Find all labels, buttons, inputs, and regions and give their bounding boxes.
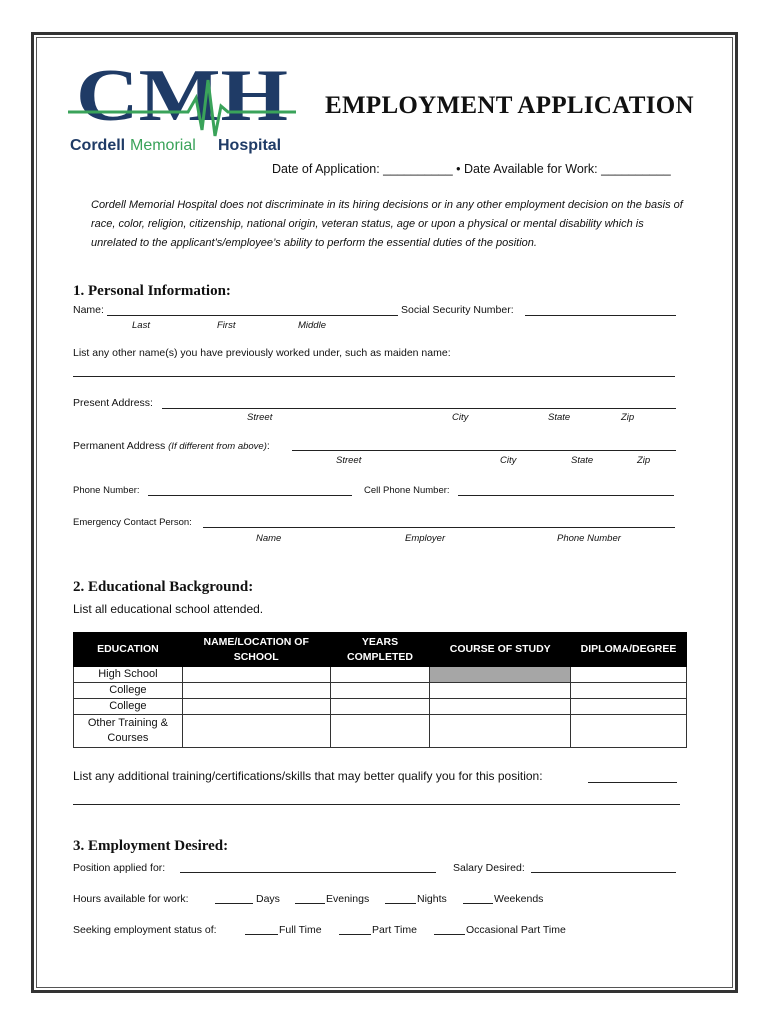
phone-label: Phone Number:	[73, 485, 140, 496]
hours-nights-label: Nights	[417, 893, 447, 905]
salary-field[interactable]	[531, 872, 676, 873]
additional-training-field-line2[interactable]	[73, 804, 680, 805]
emergency-employer-sub: Employer	[405, 533, 446, 544]
name-sub-middle: Middle	[298, 320, 326, 331]
hours-weekends-label: Weekends	[494, 893, 544, 905]
cmh-logo	[68, 58, 296, 158]
col-diploma: DIPLOMA/DEGREE	[571, 633, 687, 667]
personal-info-heading: 1. Personal Information:	[73, 283, 231, 299]
present-address-label: Present Address:	[73, 397, 153, 409]
col-education: EDUCATION	[74, 633, 183, 667]
name-sub-last: Last	[132, 320, 150, 331]
years-cell[interactable]	[330, 667, 430, 683]
table-row	[74, 715, 687, 748]
years-cell[interactable]	[330, 699, 430, 715]
permanent-address-note: (If different from above)	[168, 441, 267, 452]
education-table	[73, 632, 687, 748]
permanent-zip-sub: Zip	[637, 455, 651, 466]
name-label: Name:	[73, 304, 104, 316]
permanent-address-field[interactable]	[292, 450, 676, 451]
years-cell[interactable]	[330, 715, 430, 748]
phone-field[interactable]	[148, 495, 352, 496]
permanent-street-sub: Street	[336, 455, 362, 466]
education-level: College	[74, 683, 183, 699]
education-heading: 2. Educational Background:	[73, 579, 254, 595]
table-row	[74, 683, 687, 699]
table-row	[74, 699, 687, 715]
status-occasional-label: Occasional Part Time	[466, 924, 566, 936]
permanent-address-label-text: Permanent Address	[73, 440, 166, 452]
position-label: Position applied for:	[73, 862, 166, 874]
col-course: COURSE OF STUDY	[430, 633, 571, 667]
permanent-state-sub: State	[571, 455, 594, 466]
diploma-cell[interactable]	[571, 715, 687, 748]
hours-days-label: Days	[256, 893, 280, 905]
school-cell[interactable]	[182, 699, 330, 715]
emergency-contact-field[interactable]	[203, 527, 675, 528]
cell-phone-label: Cell Phone Number:	[364, 485, 450, 496]
status-parttime-label: Part Time	[372, 924, 417, 936]
diploma-cell[interactable]	[571, 683, 687, 699]
diploma-cell[interactable]	[571, 667, 687, 683]
course-cell[interactable]	[430, 699, 571, 715]
permanent-city-sub: City	[500, 455, 517, 466]
hours-days-field[interactable]	[215, 903, 253, 904]
status-parttime-field[interactable]	[339, 934, 371, 935]
hours-evenings-label: Evenings	[326, 893, 370, 905]
permanent-address-label: Permanent Address (If different from above):	[73, 440, 270, 452]
school-cell[interactable]	[182, 683, 330, 699]
present-street-sub: Street	[247, 412, 273, 423]
emergency-phone-sub: Phone Number	[557, 533, 621, 544]
status-occasional-field[interactable]	[434, 934, 465, 935]
education-intro: List all educational school attended.	[73, 602, 264, 616]
hours-label: Hours available for work:	[73, 893, 189, 905]
additional-training-label: List any additional training/certifications/skills that may better qualify you for this position:	[73, 769, 543, 783]
hours-weekends-field[interactable]	[463, 903, 493, 904]
other-names-field[interactable]	[73, 376, 675, 377]
ssn-label: Social Security Number:	[401, 304, 514, 316]
emergency-name-sub: Name	[256, 533, 282, 544]
present-state-sub: State	[548, 412, 571, 423]
logo-initials: CMH	[76, 58, 288, 137]
other-names-label: List any other name(s) you have previously worked under, such as maiden name:	[73, 347, 451, 359]
page-title: EMPLOYMENT APPLICATION	[325, 92, 694, 119]
cell-phone-field[interactable]	[458, 495, 674, 496]
hours-evenings-field[interactable]	[295, 903, 325, 904]
status-fulltime-field[interactable]	[245, 934, 278, 935]
education-level: Other Training & Courses	[74, 715, 183, 748]
school-cell[interactable]	[182, 715, 330, 748]
present-zip-sub: Zip	[621, 412, 635, 423]
present-address-field[interactable]	[162, 408, 676, 409]
additional-training-field[interactable]	[588, 782, 677, 783]
emergency-contact-label: Emergency Contact Person:	[73, 517, 192, 528]
course-cell[interactable]	[430, 715, 571, 748]
col-school: NAME/LOCATION OF SCHOOL	[182, 633, 330, 667]
diploma-cell[interactable]	[571, 699, 687, 715]
years-cell[interactable]	[330, 683, 430, 699]
logo-name-hospital: Hospital	[218, 137, 282, 154]
ssn-field[interactable]	[525, 315, 676, 316]
name-sub-first: First	[217, 320, 236, 331]
hours-nights-field[interactable]	[385, 903, 416, 904]
education-level: High School	[74, 667, 183, 683]
school-cell[interactable]	[182, 667, 330, 683]
table-row	[74, 667, 687, 683]
education-table-header	[74, 633, 687, 667]
present-city-sub: City	[452, 412, 469, 423]
employment-heading: 3. Employment Desired:	[73, 838, 229, 854]
disclaimer-text: Cordell Memorial Hospital does not discriminate in its hiring decisions or in any other employment decision on the basis of race, color, religion, citizenship, national origin, veteran status, age or upon a physical or mental disability which is unrelated to the applicant’s/employee’s ability to perform the essential duties of the position.	[91, 199, 683, 249]
logo-name-memorial: Memorial	[130, 137, 196, 154]
name-field[interactable]	[107, 315, 398, 316]
logo-name-cordell: Cordell	[70, 137, 126, 154]
course-cell	[430, 667, 571, 683]
status-label: Seeking employment status of:	[73, 924, 217, 936]
date-line: Date of Application: __________ • Date Available for Work: __________	[272, 162, 671, 176]
status-fulltime-label: Full Time	[279, 924, 322, 936]
col-years: YEARS COMPLETED	[330, 633, 430, 667]
education-level: College	[74, 699, 183, 715]
position-field[interactable]	[180, 872, 436, 873]
salary-label: Salary Desired:	[453, 862, 525, 874]
course-cell[interactable]	[430, 683, 571, 699]
